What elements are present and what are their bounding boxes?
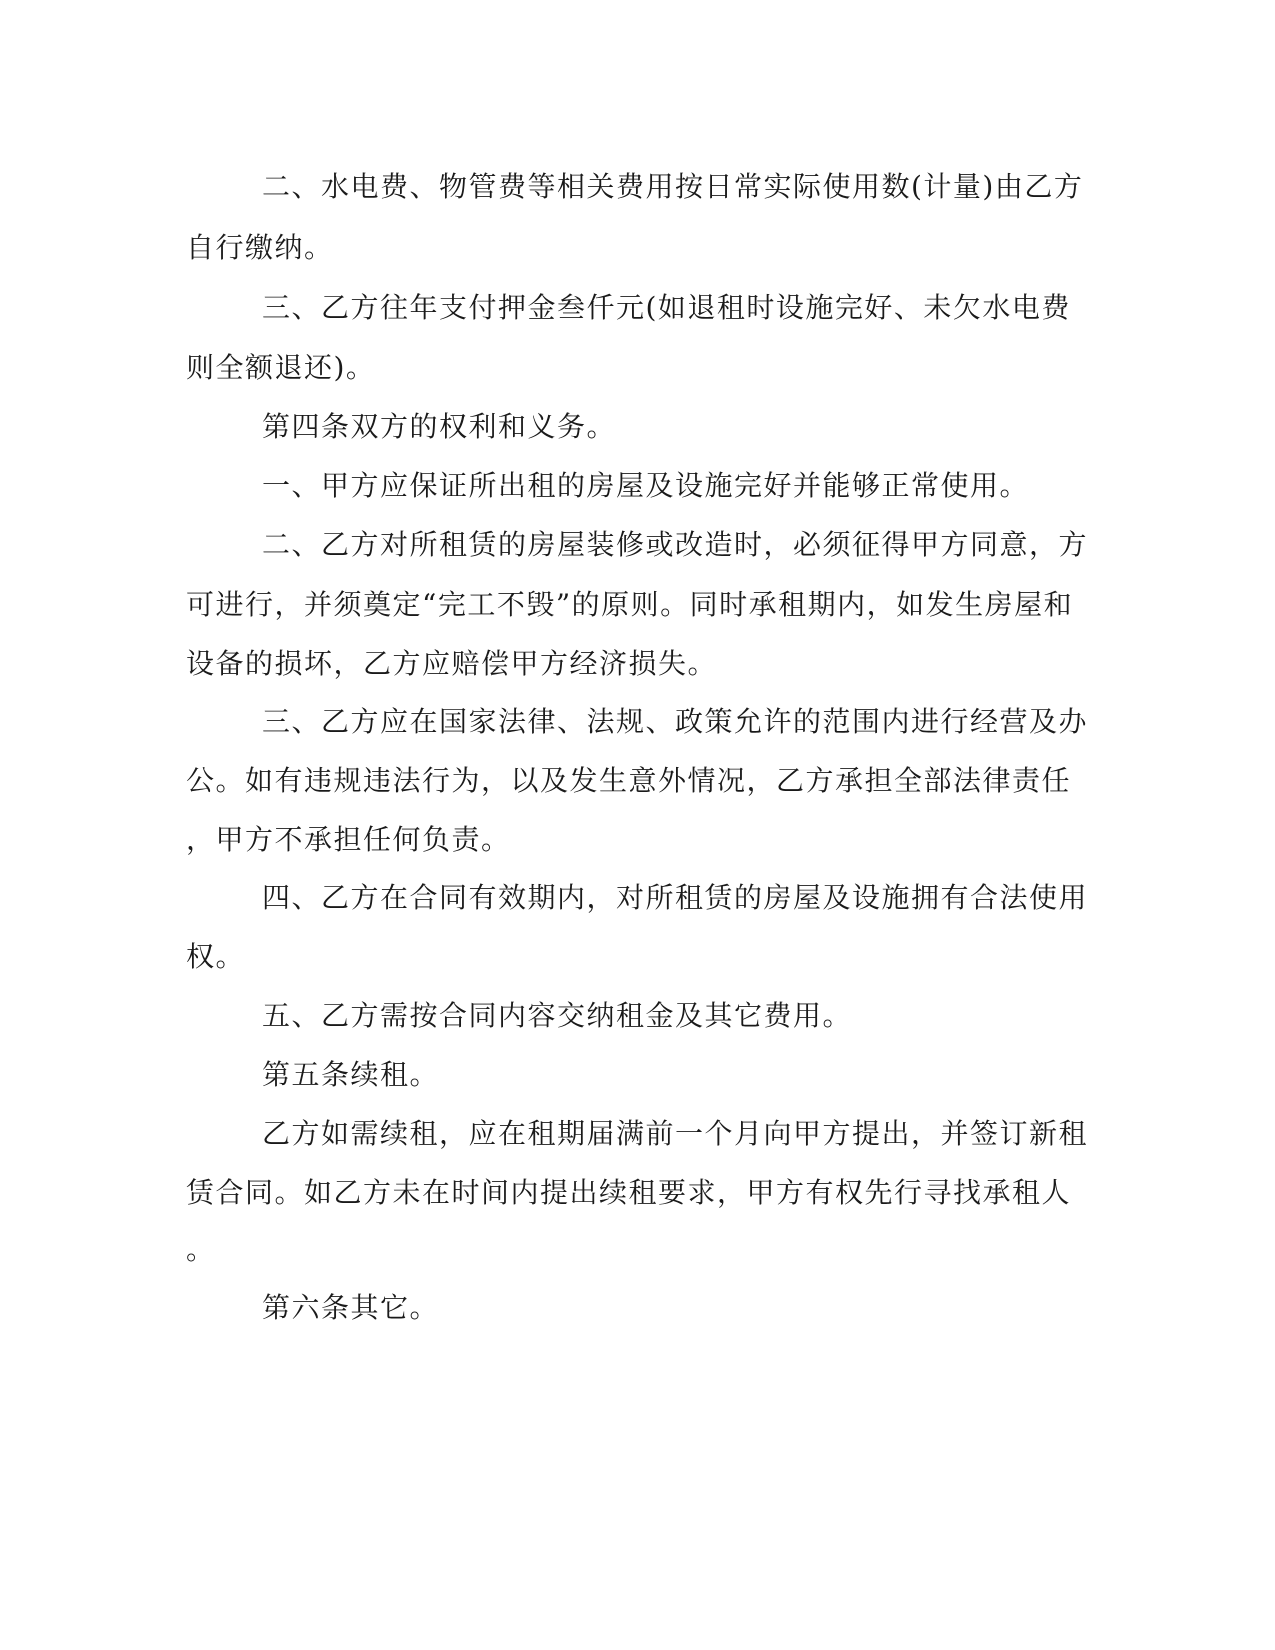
text-line: 三、乙方应在国家法律、法规、政策允许的范围内进行经营及办 [262, 705, 1089, 738]
text-line: 赁合同。如乙方未在时间内提出续租要求，甲方有权先行寻找承租人 [186, 1176, 1072, 1209]
text-line: 四、乙方在合同有效期内，对所租赁的房屋及设施拥有合法使用 [262, 881, 1089, 914]
text-line: 可进行，并须奠定“完工不毁”的原则。同时承租期内，如发生房屋和 [186, 588, 1074, 621]
text-line: 。 [186, 1233, 216, 1266]
section-heading: 第六条其它。 [262, 1291, 440, 1324]
text-line: 一、甲方应保证所出租的房屋及设施完好并能够正常使用。 [262, 469, 1030, 502]
text-line: 乙方如需续租，应在租期届满前一个月向甲方提出，并签订新租 [262, 1117, 1089, 1150]
text-line: 三、乙方往年支付押金叁仟元(如退租时设施完好、未欠水电费 [262, 291, 1071, 324]
text-line: 设备的损坏，乙方应赔偿甲方经济损失。 [186, 647, 718, 680]
text-line: 二、水电费、物管费等相关费用按日常实际使用数(计量)由乙方 [262, 170, 1084, 203]
section-heading: 第四条双方的权利和义务。 [262, 410, 617, 443]
text-line: 自行缴纳。 [186, 231, 334, 264]
text-line: 公。如有违规违法行为，以及发生意外情况，乙方承担全部法律责任 [186, 764, 1072, 797]
text-line: 五、乙方需按合同内容交纳租金及其它费用。 [262, 999, 853, 1032]
text-line: 权。 [186, 940, 246, 973]
text-line: ，甲方不承担任何负责。 [186, 823, 511, 856]
section-heading: 第五条续租。 [262, 1058, 440, 1091]
text-line: 二、乙方对所租赁的房屋装修或改造时，必须征得甲方同意，方 [262, 528, 1089, 561]
text-line: 则全额退还)。 [186, 351, 376, 384]
